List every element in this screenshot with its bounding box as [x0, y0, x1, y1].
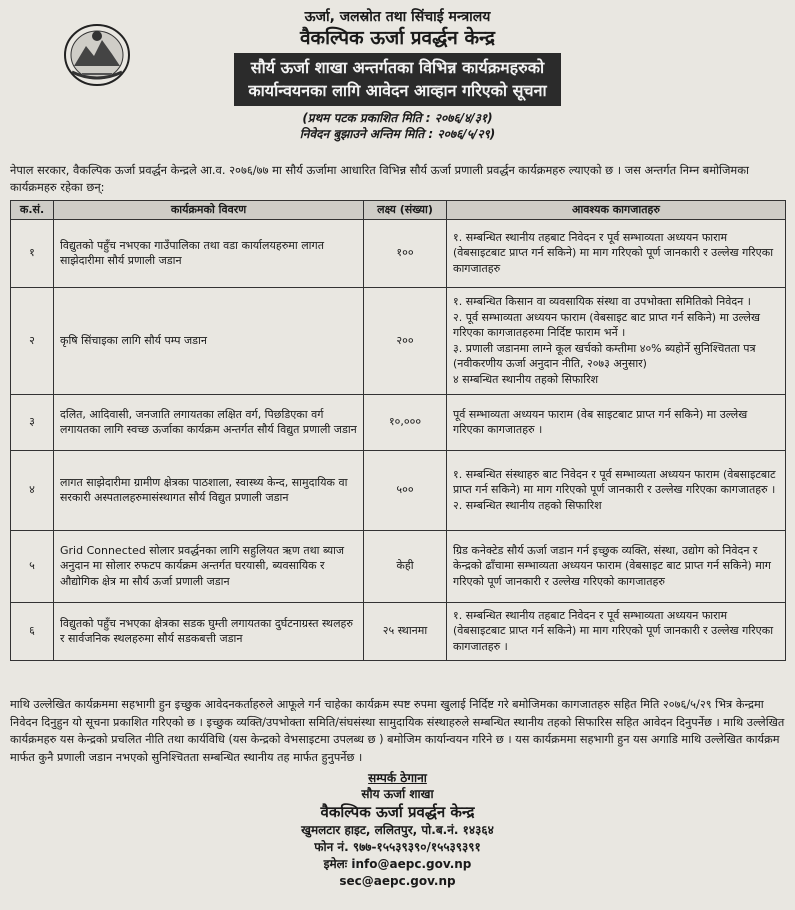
document-item: १. सम्बन्धित संस्थाहरु बाट निवेदन र पूर्व सम्भाव्यता अध्ययन फाराम (वेबसाइटबाट प्राप्त गर्न सकिने) मा माग गरिएको पूर्ण जानकारी र उल्लेख गरिएका कागजातहरु । — [453, 467, 776, 497]
row-description: Grid Connected सोलार प्रवर्द्धनका लागि सहुलियत ऋण तथा ब्याज अनुदान मा सोलार रुफटप कार्यक्रम अन्तर्गत घरयासी, ब्यवसायिक र औद्योगिक क्षेत्र मा सौर्य ऊर्जा प्रणाली जडान — [54, 530, 364, 602]
publication-dates — [0, 110, 795, 142]
row-target: २५ स्थानमा — [364, 602, 447, 660]
row-description: लागत साझेदारीमा ग्रामीण क्षेत्रका पाठशाला, स्वास्थ्य केन्द, सामुदायिक वा सरकारी अस्पतालहरुमासंस्थागत सौर्य विद्युत प्रणाली जडान — [54, 450, 364, 530]
header-serial: क.सं. — [11, 201, 54, 220]
center-name: वैकल्पिक ऊर्जा प्रवर्द्धन केन्द्र — [299, 27, 496, 49]
row-serial: ४ — [11, 450, 54, 530]
notice-title-box — [234, 53, 560, 106]
row-target: १०,००० — [364, 394, 447, 450]
row-target: केही — [364, 530, 447, 602]
row-target: २०० — [364, 287, 447, 394]
row-documents — [447, 450, 786, 530]
document-item: १. सम्बन्धित स्थानीय तहबाट निवेदन र पूर्व सम्भाव्यता अध्ययन फाराम (वेबसाइटबाट प्राप्त गर्न सकिने) मा माग गरिएको पूर्ण जानकारी र उल्लेख गरिएका कागजातहरु — [453, 230, 774, 275]
row-serial: ५ — [11, 530, 54, 602]
contact-email-info[interactable]: इमेलः info@aepc.gov.np — [323, 857, 472, 871]
document-item: २. पूर्व सम्भाव्यता अध्ययन फाराम (वेबसाइट बाट प्राप्त गर्न सकिने) मा उल्लेख गरिएका कागजातहरुमा निर्दिष्ट फाराम भर्ने । — [453, 310, 760, 339]
contact-center: वैकल्पिक ऊर्जा प्रवर्द्धन केन्द्र — [320, 803, 475, 821]
contact-phone: फोन नं. ९७७-१५५३९३९०/१५५३९३९१ — [314, 840, 481, 854]
row-documents — [447, 219, 786, 287]
notice-header — [0, 8, 795, 142]
row-documents — [447, 287, 786, 394]
document-item: ३. प्रणाली जडानमा लाग्ने कूल खर्चको कम्तीमा ४०% ब्यहोर्ने सुनिश्चितता पत्र (नवीकरणीय ऊर्जा अनुदान नीति, २०७३ अनुसार) — [453, 341, 756, 370]
contact-heading: सम्पर्क ठेगाना — [368, 771, 427, 785]
row-serial: ३ — [11, 394, 54, 450]
row-documents — [447, 530, 786, 602]
table-row — [11, 602, 786, 660]
table-row — [11, 219, 786, 287]
table-row — [11, 530, 786, 602]
application-deadline: निवेदन बुझाउने अन्तिम मिति : २०७६/५/२९) — [299, 127, 496, 141]
first-published-date: (प्रथम पटक प्रकाशित मिति : २०७६/४/३१) — [302, 111, 493, 125]
table-row — [11, 394, 786, 450]
footnote-paragraph: माथि उल्लेखित कार्यक्रममा सहभागी हुन इच्छुक आवेदनकर्ताहरुले आफूले गर्न चाहेका कार्यक्रम स्पष्ट रुपमा खुलाई निर्दिष्ट गरे बमोजिमका कागजातहरु सहित मिति २०७६/५/२९ भित्र केन्द्रमा निवेदन दिनुहुन यो सूचना प्रकाशित गरिएको छ । इच्छुक व्यक्ति/उपभोक्ता समिति/संघसंस्था सामुदायिक संस्थाहरुले सम्बन्धित स्थानीय तहको सिफारिस सहित आवेदन दिनुपर्नेछ । माथि उल्लेखित कार्यक्रमहरु यस केन्द्रको प्रचलित नीति तथा कार्यविधि (यस केन्द्रको वेभसाइटमा उपलब्ध छ ) बमोजिम कार्यान्वयन गरिने छ । यस कार्यक्रममा सहभागी हुन यस अगाडि माथि उल्लेखित कार्यक्रम मार्फत कुनै प्रणाली जडान नभएको सुनिश्चितता सम्बन्धित स्थानीय तह मार्फत हुनुपर्नेछ । — [10, 698, 785, 764]
document-item: ग्रिड कनेक्टेड सौर्य ऊर्जा जडान गर्न इच्छुक व्यक्ति, संस्था, उद्योग को निवेदन र केन्द्रको ढाँचामा सम्भाव्यता अध्ययन फाराम (वेबसाइट बाट प्राप्त गर्न सकिने) माग गरिएको पूर्ण जानकारी र उल्लेख गरिएको कागजातहरु — [453, 543, 771, 588]
document-item: २. सम्बन्धित स्थानीय तहको सिफारिश — [453, 498, 602, 512]
header-target: लक्ष्य (संख्या) — [364, 201, 447, 220]
document-item: १. सम्बन्धित किसान वा व्यवसायिक संस्था वा उपभोक्ता समितिको निवेदन । — [453, 295, 751, 308]
contact-address: खुमलटार हाइट, ललितपुर, पो.ब.नं. १४३६४ — [301, 823, 494, 837]
row-documents — [447, 394, 786, 450]
row-target: १०० — [364, 219, 447, 287]
intro-paragraph: नेपाल सरकार, वैकल्पिक ऊर्जा प्रवर्द्धन केन्द्रले आ.व. २०७६/७७ मा सौर्य ऊर्जामा आधारित विभिन्न सौर्य ऊर्जा प्रणाली प्रवर्द्धन कार्यक्रमहरु ल्याएको छ । जस अन्तर्गत निम्न बमोजिमका कार्यक्रमहरु रहेका छन्: — [10, 163, 749, 194]
row-serial: ६ — [11, 602, 54, 660]
table-row — [11, 287, 786, 394]
table-header-row — [11, 201, 786, 220]
document-item: पूर्व सम्भाव्यता अध्ययन फाराम (वेब साइटबाट प्राप्त गर्न सकिने) मा उल्लेख गरिएका कागजातहरु । — [453, 407, 748, 436]
row-documents — [447, 602, 786, 660]
row-description: कृषि सिंचाइका लागि सौर्य पम्प जडान — [54, 287, 364, 394]
notice-title-line-2: कार्यान्वयनका लागि आवेदन आव्हान गरिएको सूचना — [248, 81, 547, 100]
notice-title-line-1: सौर्य ऊर्जा शाखा अन्तर्गतका विभिन्न कार्यक्रमहरुको — [250, 58, 545, 77]
contact-block — [0, 770, 795, 890]
row-description: दलित, आदिवासी, जनजाति लगायतका लक्षित वर्ग, पिछडिएका वर्ग लगायतका लागि स्वच्छ ऊर्जाका कार्यक्रम अन्तर्गत सौर्य विद्युत प्रणाली जडान — [54, 394, 364, 450]
row-description: विद्युतको पहुँच नभएका गाउँपालिका तथा वडा कार्यालयहरुमा लागत साझेदारीमा सौर्य प्रणाली जडान — [54, 219, 364, 287]
header-required-documents: आवश्यक कागजातहरु — [447, 201, 786, 220]
ministry-name: ऊर्जा, जलस्रोत तथा सिंचाई मन्त्रालय — [304, 9, 491, 25]
row-description: विद्युतको पहुँच नभएका क्षेत्रका सडक घुम्ती लगायतका दुर्घटनाग्रस्त स्थलहरु र सार्वजनिक स्थलहरुमा सौर्य सडकबत्ती जडान — [54, 602, 364, 660]
contact-branch: सौय ऊर्जा शाखा — [361, 787, 434, 801]
contact-email-sec[interactable]: sec@aepc.gov.np — [339, 874, 456, 888]
document-item: ४ सम्बन्धित स्थानीय तहको सिफारिश — [453, 372, 599, 386]
row-serial: २ — [11, 287, 54, 394]
header-program-description: कार्यक्रमको विवरण — [54, 201, 364, 220]
table-row — [11, 450, 786, 530]
row-serial: १ — [11, 219, 54, 287]
programs-table — [10, 200, 786, 661]
row-target: ५०० — [364, 450, 447, 530]
document-item: १. सम्बन्धित स्थानीय तहबाट निवेदन र पूर्व सम्भाव्यता अध्ययन फाराम (वेबसाइटबाट प्राप्त गर्न सकिने) मा माग गरिएको पूर्ण जानकारी र उल्लेख गरिएका कागजातहरु । — [453, 608, 774, 653]
